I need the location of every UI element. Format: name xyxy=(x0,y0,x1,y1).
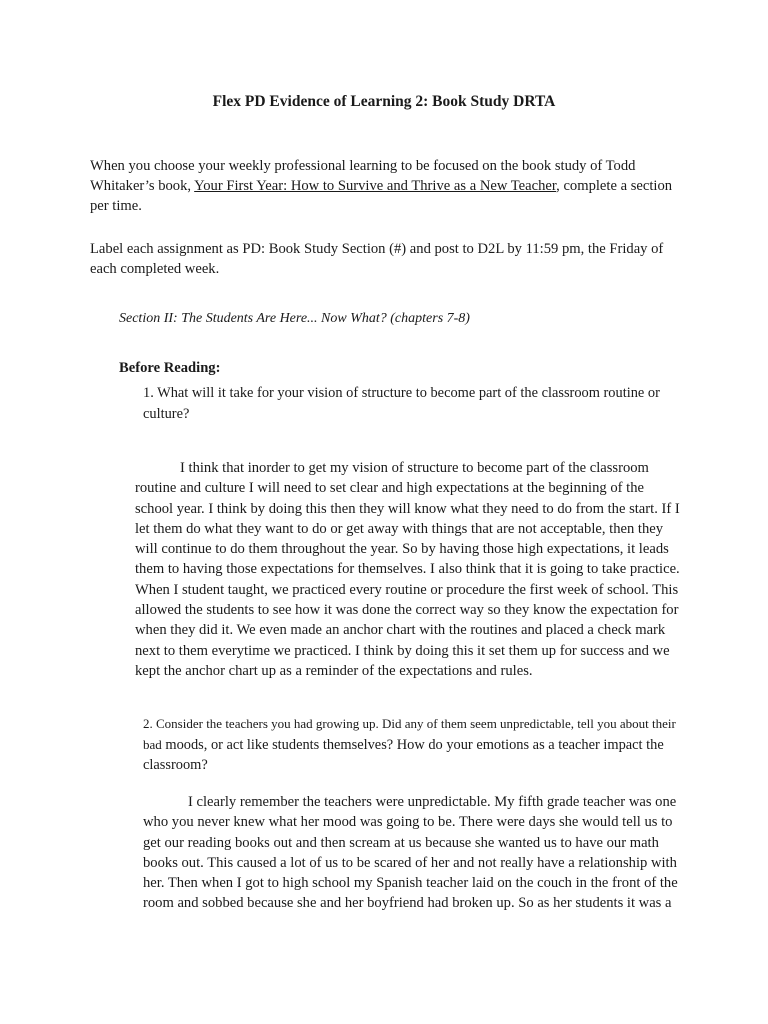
section-heading: Section II: The Students Are Here... Now What? (chapters 7-8) xyxy=(119,311,470,326)
intro-text-end: , complete a section per time. xyxy=(90,178,673,214)
before-reading-heading: Before Reading: xyxy=(119,360,221,376)
question-2 xyxy=(143,714,683,776)
book-title: Your First Year: How to Survive and Thrive as a New Teacher xyxy=(194,178,557,194)
answer-2: I clearly remember the teachers were unpredictable. My fifth grade teacher was one who you never knew what her mood was going to be. There were days she would tell us to get our reading books out and then scream at us because she wanted us to have our math books out. This caused a lot of us to be scared of her and not really have a relationship with her. Then when I got to high school my Spanish teacher laid on the couch in the front of the room and sobbed because she and her boyfriend had broken up. So as her students it was a xyxy=(143,794,678,912)
answer-1: I think that inorder to get my vision of structure to become part of the classroom routine and culture I will need to set clear and high expectations at the beginning of the school year. I think by doing this then they will know what they need to do from the start. If I let them do what they want to do or get away with things that are not acceptable, then they will continue to do them throughout the year. So by having those high expectations, it leads them to having those expectations for themselves. I also think that it is going to take practice. When I student taught, we practiced every routine or procedure the first week of school. This allowed the students to see how it was done the correct way so they know the expectation for when they did it. We even made an anchor chart with the routines and placed a check mark next to them everytime we practiced. I think by doing this it set them up for success and we kept the anchor chart up as a reminder of the expectations and rules. xyxy=(135,460,680,679)
intro-paragraph-2: Label each assignment as PD: Book Study Section (#) and post to D2L by 11:59 pm, the Friday of each completed week. xyxy=(90,241,664,277)
question-2-rest: moods, or act like students themselves? How do your emotions as a teacher impact the classroom? xyxy=(143,736,664,773)
question-1: 1. What will it take for your vision of structure to become part of the classroom routine or culture? xyxy=(143,385,660,422)
intro-paragraph-1 xyxy=(90,156,690,216)
intro-text-start: When you choose your weekly professional learning to be focused on the book study of Todd Whitaker’s book, xyxy=(90,158,636,194)
question-2-lead: 2. Consider the teachers you had growing up. Did any of them seem unpredictable, tell you about their bad xyxy=(143,716,676,752)
document-title: Flex PD Evidence of Learning 2: Book Study DRTA xyxy=(212,93,556,110)
